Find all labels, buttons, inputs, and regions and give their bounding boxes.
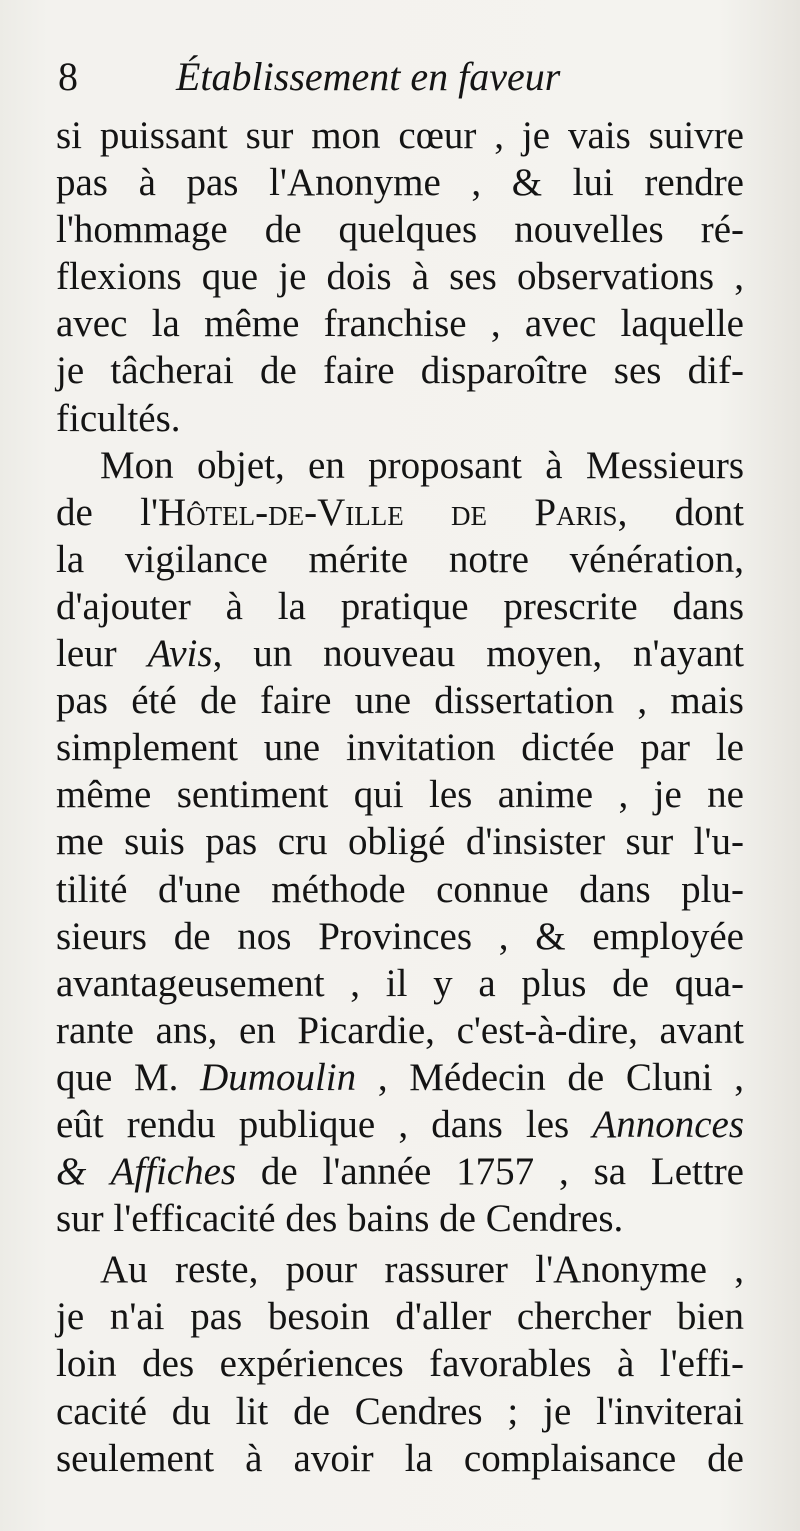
text-line: même sentiment qui les anime , je ne [56,773,744,817]
text-line: Mon objet, en proposant à Messieurs [100,443,744,487]
text-run: que M. [56,1055,201,1099]
hotel-de-ville-smallcaps: Hôtel-de-Ville de Paris [158,490,618,534]
text-line: je n'ai pas besoin d'aller chercher bien [56,1295,744,1339]
text-line: avantageusement , il y a plus de qua- [56,961,744,1005]
italic-affiches: & Affiches [56,1150,237,1194]
running-title: Établissement en faveur [176,54,561,99]
text-line: sur l'efficacité des bains de Cendres. [56,1197,624,1241]
page-header [58,52,748,102]
text-line: sieurs de nos Provinces , & employée [56,914,744,958]
text-run: de l'année 1757 , sa Lettre [236,1150,744,1194]
text-run: , dont [617,490,744,534]
text-line [56,630,744,677]
text-line: d'ajouter à la pratique prescrite dans [56,584,744,628]
text-line: flexions que je dois à ses observations , [56,255,744,299]
text-line [56,1054,744,1101]
text-line [56,1101,744,1148]
italic-avis: Avis [147,632,213,676]
text-line: Au reste, pour rassurer l'Anonyme , [100,1248,744,1292]
text-run: leur [56,632,148,676]
text-line: ficultés. [56,396,181,440]
text-line: je tâcherai de faire disparoître ses dif- [56,349,744,393]
italic-dumoulin: Dumoulin [200,1055,357,1099]
text-line: la vigilance mérite notre vénération, [56,537,744,581]
text-line: me suis pas cru obligé d'insister sur l'u- [56,820,744,864]
text-line: avec la même franchise , avec laquelle [56,302,744,346]
text-line: simplement une invitation dictée par le [56,726,744,770]
text-line: cacité du lit de Cendres ; je l'inviterai [56,1389,744,1433]
text-line: si puissant sur mon cœur , je vais suivre [56,114,744,157]
text-line [56,1148,744,1195]
text-line: l'hommage de quelques nouvelles ré- [56,208,744,252]
text-line: seulement à avoir la complaisance de [56,1436,744,1480]
text-line: pas été de faire une dissertation , mais [56,679,744,723]
text-run: eût rendu publique , dans les [56,1102,593,1146]
text-line: rante ans, en Picardie, c'est-à-dire, avant [56,1008,744,1052]
text-run: , Médecin de Cluni , [356,1055,744,1099]
body-text [56,112,744,1482]
text-line: tilité d'une méthode connue dans plu- [56,867,744,911]
text-run: , un nouveau moyen, n'ayant [212,632,744,676]
text-line [56,489,744,536]
italic-annonces: Annonces [592,1102,744,1146]
page-number: 8 [58,54,78,99]
text-run: de l' [56,490,158,534]
text-line: pas à pas l'Anonyme , & lui rendre [56,161,744,205]
text-line: loin des expériences favorables à l'effi- [56,1342,744,1386]
